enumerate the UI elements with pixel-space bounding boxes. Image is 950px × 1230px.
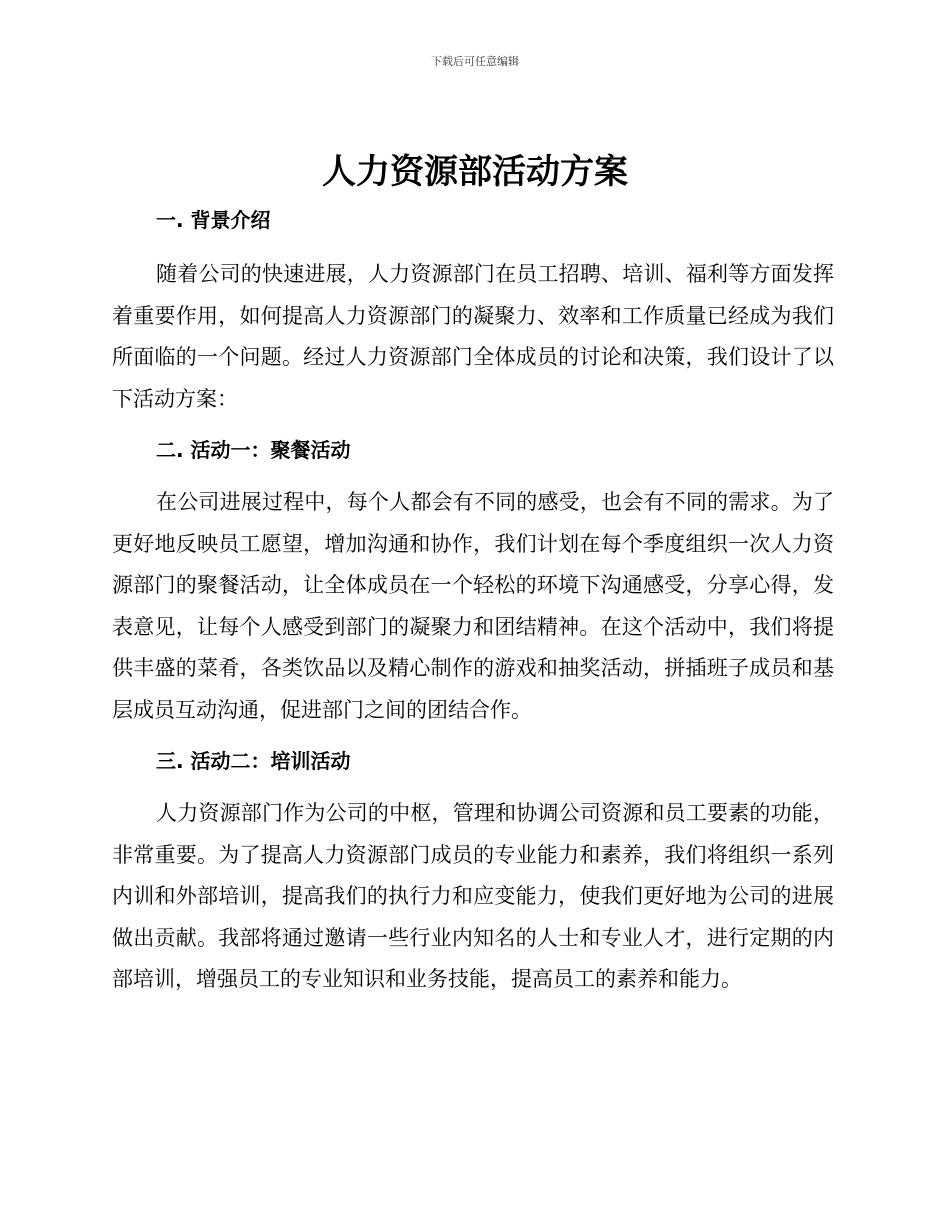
- section-paragraph-background: 随着公司的快速进展，人力资源部门在员工招聘、培训、福利等方面发挥着重要作用，如何提高人力资源部门的凝聚力、效率和工作质量已经成为我们所面临的一个问题。经过人力资源部门全体成员的讨论和决策，我们设计了以下活动方案：: [112, 262, 834, 411]
- section-paragraph-training-activity: 人力资源部门作为公司的中枢，管理和协调公司资源和员工要素的功能，非常重要。为了提高人力资源部门成员的专业能力和素养，我们将组织一系列内训和外部培训，提高我们的执行力和应变能力，使我们更好地为公司的进展做出贡献。我部将通过邀请一些行业内知名的人士和专业人才，进行定期的内部培训，增强员工的专业知识和业务技能，提高员工的素养和能力。: [112, 801, 834, 991]
- section-heading-dinner-activity: 二. 活动一：聚餐活动: [156, 438, 351, 462]
- section-heading-training-activity: 三. 活动二：培训活动: [156, 749, 351, 773]
- header-note: 下载后可任意编辑: [431, 55, 519, 68]
- document-body: [112, 198, 834, 1001]
- section-heading-background: 一. 背景介绍: [156, 208, 271, 232]
- section-paragraph-dinner-activity: 在公司进展过程中，每个人都会有不同的感受，也会有不同的需求。为了更好地反映员工愿望，增加沟通和协作，我们计划在每个季度组织一次人力资源部门的聚餐活动，让全体成员在一个轻松的环境下沟通感受，分享心得，发表意见，让每个人感受到部门的凝聚力和团结精神。在这个活动中，我们将提供丰盛的菜肴，各类饮品以及精心制作的游戏和抽奖活动，拼插班子成员和基层成员互动沟通，促进部门之间的团结合作。: [112, 490, 834, 722]
- document-title: 人力资源部活动方案: [322, 152, 628, 192]
